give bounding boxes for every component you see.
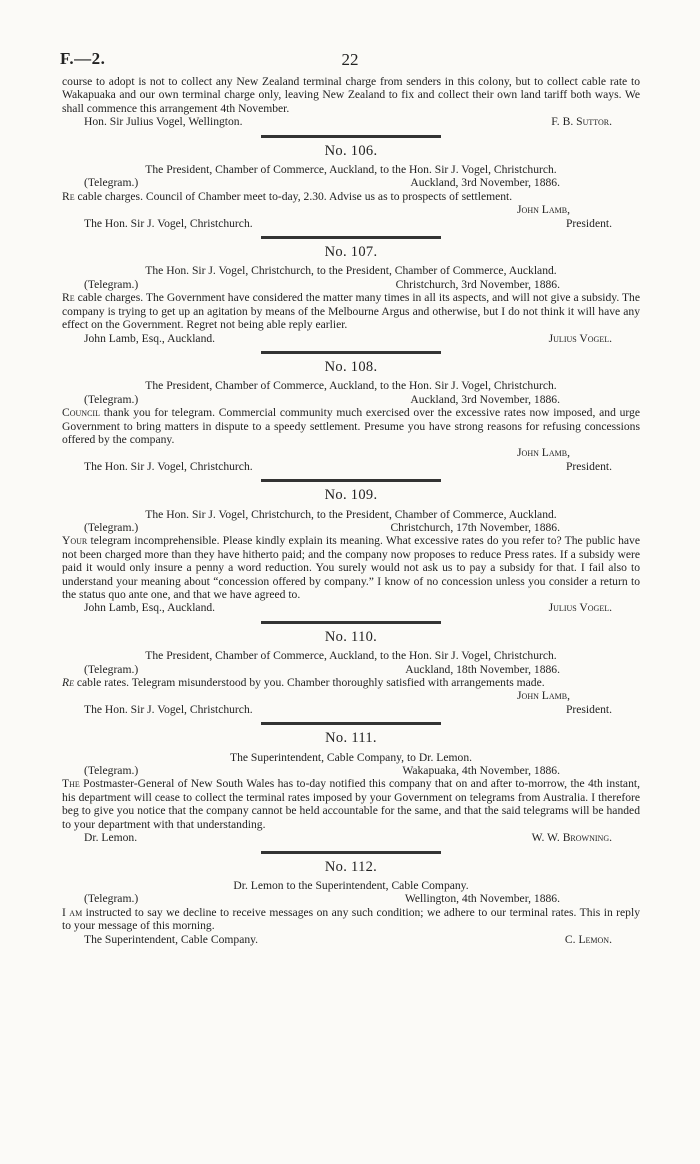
document-body xyxy=(62,75,640,946)
message-number: No. 110. xyxy=(324,628,378,645)
message-body-text: instructed to say we decline to receive messages on any such condition; we adhere to our terminal rates. This in reply to your message of this morning. xyxy=(62,905,640,933)
message-body xyxy=(62,676,640,689)
message-number: No. 106. xyxy=(324,142,378,159)
message-108 xyxy=(62,358,640,473)
signature: W. W. Browning. xyxy=(531,831,612,845)
message-footer xyxy=(62,601,640,614)
telegram-label: (Telegram.) xyxy=(84,520,139,534)
telegram-line xyxy=(62,176,640,189)
intro-block xyxy=(62,75,640,129)
message-body xyxy=(62,534,640,601)
message-body xyxy=(62,777,640,831)
intro-addressee: Hon. Sir Julius Vogel, Wellington. xyxy=(84,115,243,129)
message-body xyxy=(62,906,640,933)
message-body-first-word: Re xyxy=(62,189,75,203)
message-footer xyxy=(62,217,640,230)
signature: John Lamb, xyxy=(517,689,570,703)
telegram-label: (Telegram.) xyxy=(84,662,139,676)
place-date: Christchurch, 17th November, 1886. xyxy=(390,520,560,534)
addressee: The Hon. Sir J. Vogel, Christchurch. xyxy=(84,216,253,230)
signature: Julius Vogel. xyxy=(548,331,612,345)
intro-text: course to adopt is not to collect any New Zealand terminal charge from senders in this colony, but to collect cable rate to Wakapuaka and our own terminal charge only, leaving New Zealand to fix and collect their own land tariff both ways. We shall commence this arrangement 4th November. xyxy=(62,75,640,115)
signature-title: President. xyxy=(565,459,612,473)
telegram-label: (Telegram.) xyxy=(84,277,139,291)
addressee: The Superintendent, Cable Company. xyxy=(84,932,259,946)
telegram-line xyxy=(62,393,640,406)
message-footer xyxy=(62,831,640,844)
section-divider xyxy=(261,722,441,725)
message-number: No. 107. xyxy=(324,244,378,261)
message-heading: The Hon. Sir J. Vogel, Christchurch, to the President, Chamber of Commerce, Auckland. xyxy=(145,507,557,521)
message-number: No. 112. xyxy=(324,858,378,875)
message-body-text: thank you for telegram. Commercial community much exercised over the excessive rates now imposed, and urge Government to bring matters in dispute to a speedy settlement. Presume you have strong reasons for refusing concessions offered by the company. xyxy=(62,406,640,446)
place-date: Christchurch, 3rd November, 1886. xyxy=(395,277,560,291)
addressee: John Lamb, Esq., Auckland. xyxy=(84,331,216,345)
message-footer xyxy=(62,933,640,946)
section-divider xyxy=(261,351,441,354)
telegram-line xyxy=(62,663,640,676)
intro-footer xyxy=(62,115,640,128)
message-footer xyxy=(62,460,640,473)
section-divider xyxy=(261,135,441,138)
message-body-text: cable charges. Council of Chamber meet to-day, 2.30. Advise us as to prospects of settlement. xyxy=(74,189,513,203)
section-divider xyxy=(261,479,441,482)
message-number: No. 109. xyxy=(324,487,378,504)
message-111 xyxy=(62,732,640,844)
telegram-line xyxy=(62,278,640,291)
signature: Julius Vogel. xyxy=(548,601,612,615)
message-110 xyxy=(62,628,640,716)
message-heading: Dr. Lemon to the Superintendent, Cable Company. xyxy=(233,878,469,892)
place-date: Auckland, 18th November, 1886. xyxy=(405,662,560,676)
message-footer xyxy=(62,703,640,716)
page-number: 22 xyxy=(341,50,359,69)
message-heading: The Superintendent, Cable Company, to Dr. Lemon. xyxy=(229,750,473,764)
telegram-line xyxy=(62,764,640,777)
message-heading: The Hon. Sir J. Vogel, Christchurch, to the President, Chamber of Commerce, Auckland. xyxy=(145,264,557,278)
section-divider xyxy=(261,851,441,854)
message-body-text: cable charges. The Government have considered the matter many times in all its aspects, and will not give a subsidy. The company is trying to get up an agitation by means of the Melbourne Argus and otherwise, but I do not think it will have any effect on the Government. Regret not being able reply earlier. xyxy=(62,291,640,332)
message-body-first-word: The xyxy=(62,777,80,791)
place-date: Wakapuaka, 4th November, 1886. xyxy=(402,764,560,778)
addressee: Dr. Lemon. xyxy=(84,831,138,845)
telegram-label: (Telegram.) xyxy=(84,892,139,906)
addressee: The Hon. Sir J. Vogel, Christchurch. xyxy=(84,702,253,716)
telegram-label: (Telegram.) xyxy=(84,392,139,406)
message-body-first-word: Your xyxy=(62,534,88,548)
section-divider xyxy=(261,621,441,624)
message-body-first-word: Council xyxy=(62,406,100,420)
message-number: No. 111. xyxy=(325,730,377,747)
message-body-first-word: I am xyxy=(62,905,83,919)
message-body xyxy=(62,291,640,331)
message-footer xyxy=(62,332,640,345)
addressee: The Hon. Sir J. Vogel, Christchurch. xyxy=(84,459,253,473)
message-number: No. 108. xyxy=(324,358,378,375)
message-heading: The President, Chamber of Commerce, Auckland, to the Hon. Sir J. Vogel, Christchurch. xyxy=(145,379,557,393)
message-107 xyxy=(62,246,640,345)
message-body xyxy=(62,406,640,446)
message-109 xyxy=(62,489,640,615)
message-112 xyxy=(62,858,640,946)
message-body-text: telegram incomprehensible. Please kindly explain its meaning. What excessive rates do you refer to? The public have not been charged more than they have hitherto paid; and the company now proposes to reduce Press rates. If a subsidy were paid it would only insure a penny a word reduction. You surely would not ask us to pay a subsidy for that. I fail also to understand your meaning about “concession offered by company.” I know of no concession unless you consider a return to the status quo ante one, and that we have agreed to. xyxy=(62,534,640,601)
telegram-label: (Telegram.) xyxy=(84,176,139,190)
message-body xyxy=(62,190,640,203)
message-body-text: Postmaster-General of New South Wales has to-day notified this company that on and after to-morrow, the 4th instant, his department will cease to collect the terminal rates imposed by your Government on telegrams from Australia. I therefore beg to give you notice that the company cannot be held accountable for the same, and that the said telegrams will be handed to your department with that understanding. xyxy=(62,777,640,831)
signature-title: President. xyxy=(565,702,612,716)
place-date: Auckland, 3rd November, 1886. xyxy=(410,392,560,406)
signature-title: President. xyxy=(565,216,612,230)
message-heading: The President, Chamber of Commerce, Auckland, to the Hon. Sir J. Vogel, Christchurch. xyxy=(145,649,557,663)
signature: C. Lemon. xyxy=(564,932,612,946)
message-106 xyxy=(62,142,640,230)
signature: John Lamb, xyxy=(517,203,570,217)
message-heading: The President, Chamber of Commerce, Auckland, to the Hon. Sir J. Vogel, Christchurch. xyxy=(145,163,557,177)
telegram-line xyxy=(62,521,640,534)
telegram-line xyxy=(62,892,640,905)
place-date: Wellington, 4th November, 1886. xyxy=(404,892,560,906)
place-date: Auckland, 3rd November, 1886. xyxy=(410,176,560,190)
document-reference: F.—2. xyxy=(60,49,106,68)
message-body-first-word: Re xyxy=(62,676,74,690)
message-body-first-word: Re xyxy=(62,291,75,305)
message-body-text: cable rates. Telegram misunderstood by you. Chamber thoroughly satisfied with arrangements made. xyxy=(73,676,545,690)
signature: John Lamb, xyxy=(517,446,570,460)
section-divider xyxy=(261,236,441,239)
addressee: John Lamb, Esq., Auckland. xyxy=(84,601,216,615)
telegram-label: (Telegram.) xyxy=(84,764,139,778)
intro-signature: F. B. Suttor. xyxy=(551,115,612,129)
